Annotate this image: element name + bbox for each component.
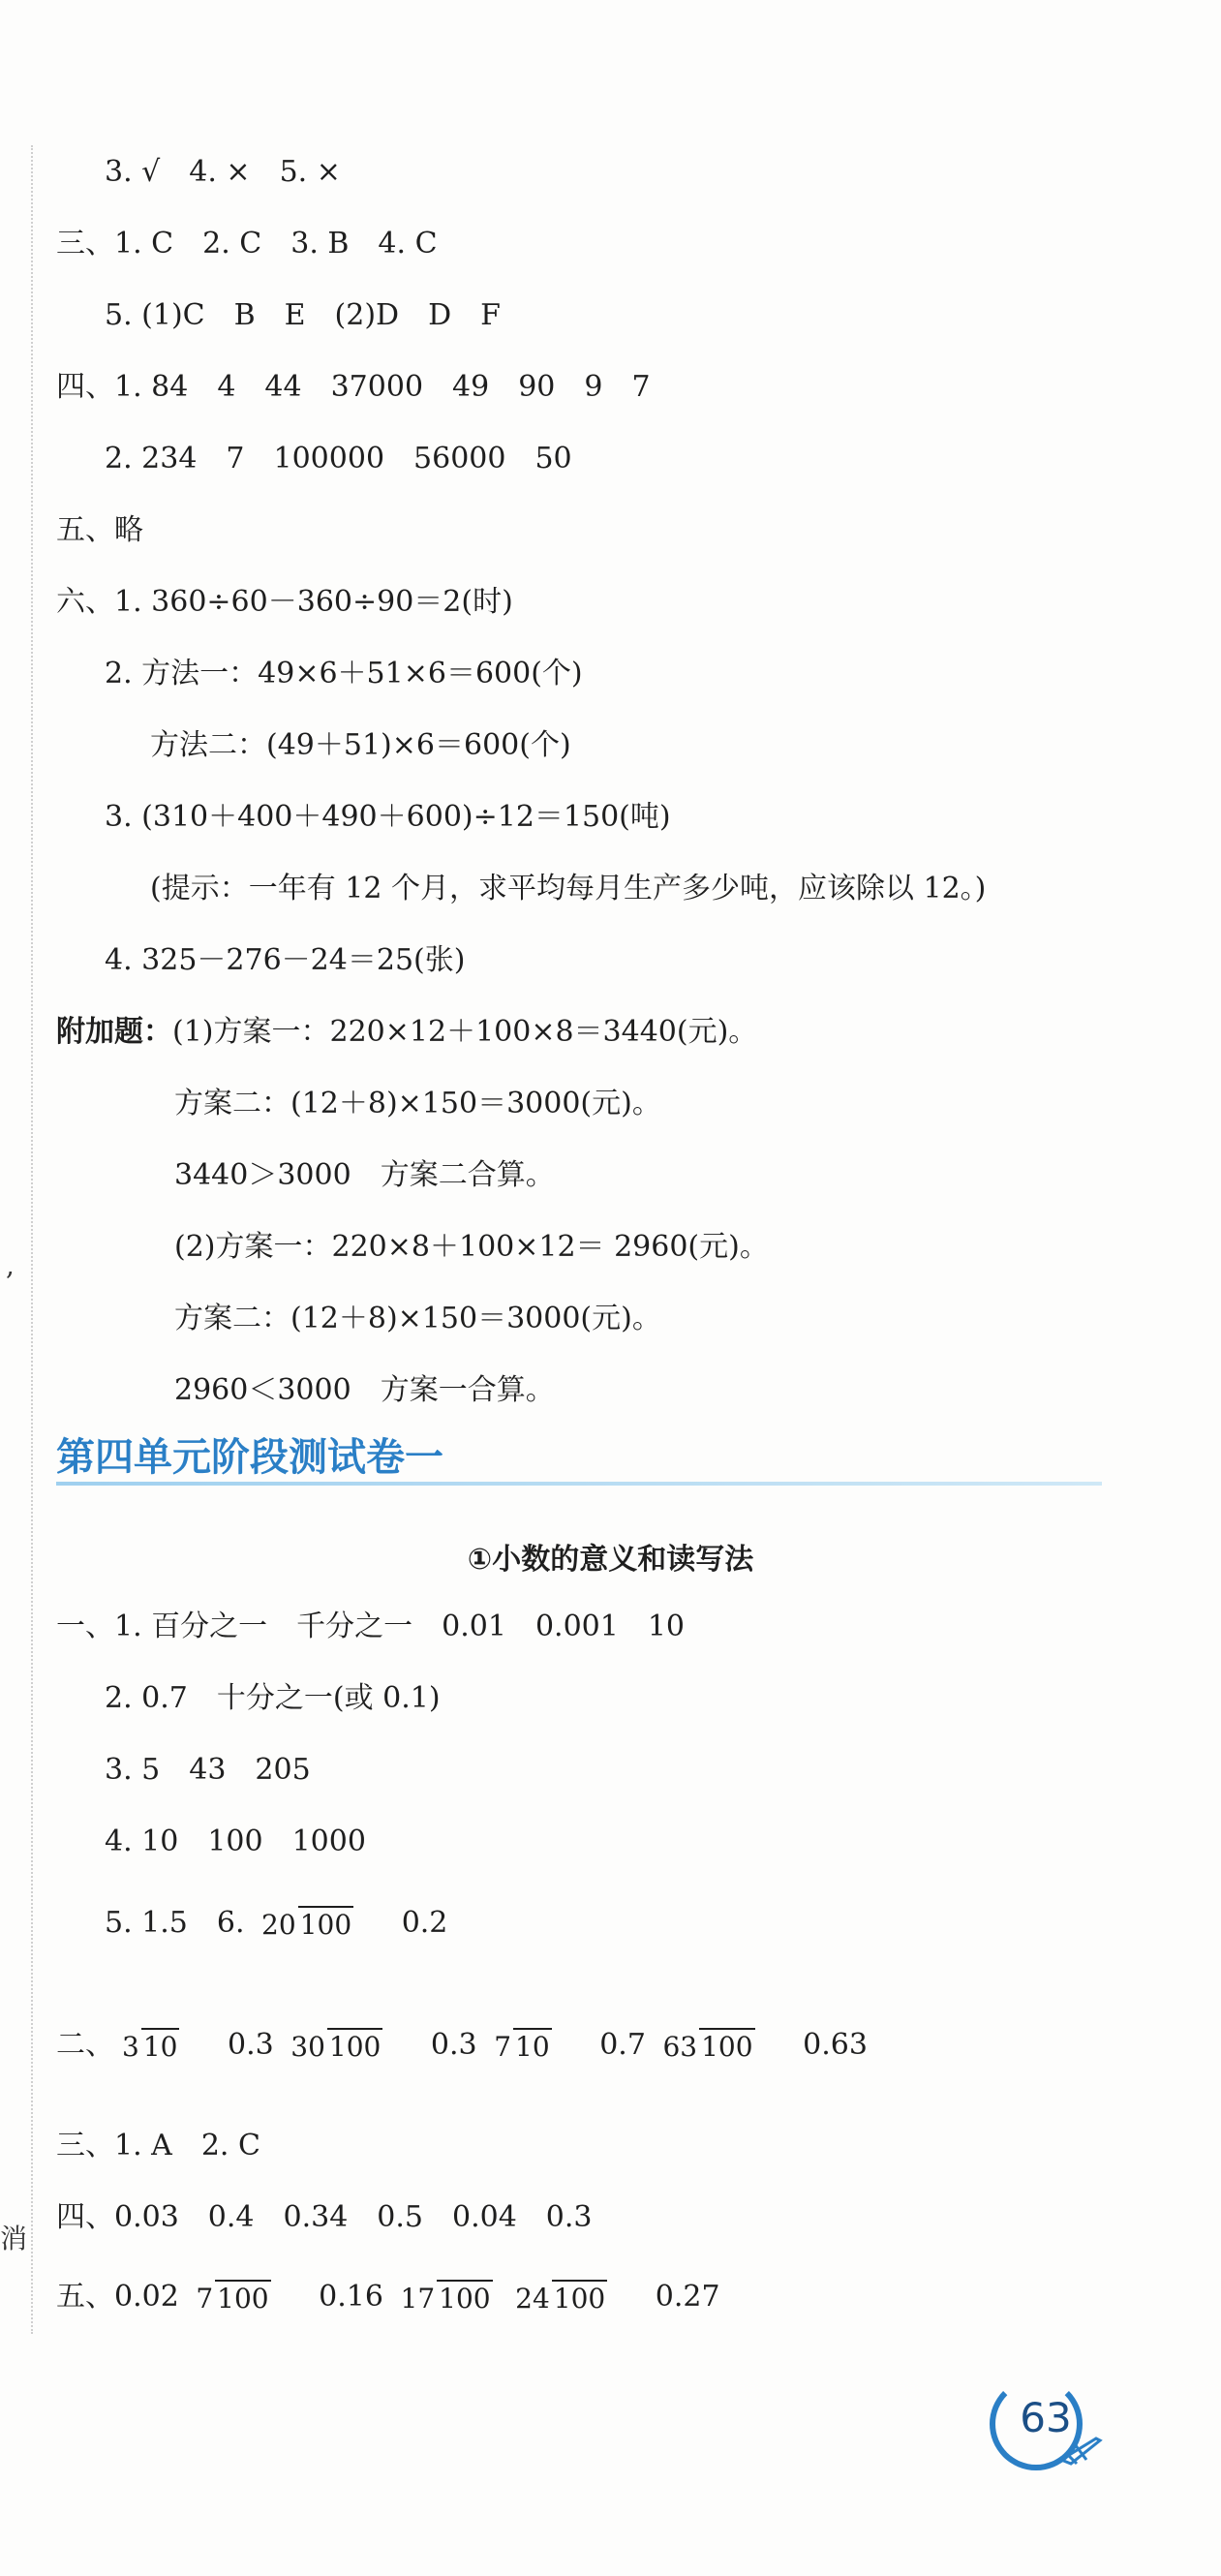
section-subtitle: ①小数的意义和读写法 — [467, 1543, 754, 1577]
answer-text: 0.63 — [803, 2028, 868, 2062]
answer-line: 三、1. C 2. C 3. B 4. C — [56, 227, 438, 261]
answer-line-fraction — [105, 1904, 447, 1943]
answer-line-fractions — [56, 2278, 720, 2316]
answer-line: 方法二：(49＋51)×6＝600(个) — [150, 728, 571, 762]
answer-line: 3440＞3000 方案二合算。 — [174, 1158, 555, 1192]
answer-line: 三、1. A 2. C — [56, 2129, 260, 2162]
answer-line: 方案二：(12＋8)×150＝3000(元)。 — [174, 1087, 661, 1120]
answer-text: 0.3 — [228, 2028, 274, 2062]
denominator: 100 — [298, 1906, 353, 1939]
answer-line: 方案二：(12＋8)×150＝3000(元)。 — [174, 1302, 661, 1335]
denominator: 100 — [327, 2028, 382, 2061]
numerator: 17 — [400, 2283, 436, 2315]
fraction — [289, 2028, 382, 2065]
numerator: 63 — [662, 2031, 698, 2063]
denominator: 10 — [513, 2028, 552, 2061]
answer-text: 0.7 — [599, 2028, 646, 2062]
fraction — [492, 2028, 551, 2065]
answer-line: 四、0.03 0.4 0.34 0.5 0.04 0.3 — [56, 2200, 593, 2234]
numerator: 7 — [196, 2283, 214, 2315]
fraction — [259, 1906, 353, 1943]
answer-line: 六、1. 360÷60－360÷90＝2(时) — [56, 585, 513, 619]
bonus-line — [56, 1013, 757, 1052]
page-number: 63 — [1020, 2394, 1072, 2441]
section-label: 五、0.02 — [56, 2280, 179, 2314]
answer-line: 五、略 — [56, 513, 143, 547]
answer-line: 4. 325－276－24＝25(张) — [105, 943, 466, 977]
hint-line: (提示：一年有 12 个月，求平均每月生产多少吨，应该除以 12。) — [150, 872, 987, 905]
answer-text: 0.2 — [401, 1906, 448, 1940]
numerator: 30 — [290, 2031, 325, 2063]
answer-line: 3. 5 43 205 — [105, 1753, 311, 1787]
answer-line-fractions — [56, 2026, 868, 2065]
answer-text: 0.3 — [430, 2028, 477, 2062]
answer-line: 2. 234 7 100000 56000 50 — [105, 442, 572, 475]
answer-line: 5. (1)C B E (2)D D F — [105, 298, 501, 332]
fraction — [120, 2028, 179, 2065]
margin-mark: 消 — [0, 2223, 28, 2254]
denominator: 100 — [437, 2280, 492, 2313]
fraction — [660, 2028, 754, 2065]
answer-line: 2. 方法一：49×6＋51×6＝600(个) — [105, 657, 583, 690]
answer-text: 0.27 — [655, 2280, 720, 2314]
answer-text: 5. 1.5 6. — [105, 1906, 245, 1940]
answer-line: 2960＜3000 方案一合算。 — [174, 1373, 555, 1407]
numerator: 3 — [122, 2031, 139, 2063]
numerator: 24 — [515, 2283, 550, 2315]
answer-line: 3. √ 4. × 5. × — [105, 155, 341, 189]
bonus-label: 附加题： — [56, 1015, 172, 1049]
title-underline — [56, 1482, 1102, 1486]
airplane-icon — [1057, 2431, 1104, 2469]
answer-text: 0.16 — [319, 2280, 383, 2314]
denominator: 100 — [215, 2280, 270, 2313]
answer-line: 一、1. 百分之一 千分之一 0.01 0.001 10 — [56, 1610, 686, 1643]
answer-line: 四、1. 84 4 44 37000 49 90 9 7 — [56, 370, 651, 404]
fraction — [194, 2280, 270, 2316]
denominator: 100 — [699, 2028, 754, 2061]
fraction — [399, 2280, 493, 2316]
numerator: 7 — [494, 2031, 512, 2063]
binding-margin-line — [31, 145, 33, 2334]
unit-title: 第四单元阶段测试卷一 — [56, 1435, 443, 1480]
answer-line: 3. (310＋400＋490＋600)÷12＝150(吨) — [105, 800, 671, 834]
answer-line: (2)方案一：220×8＋100×12＝ 2960(元)。 — [174, 1230, 769, 1264]
answer-line: 4. 10 100 1000 — [105, 1825, 366, 1858]
section-label: 二、 — [56, 2028, 114, 2062]
fraction — [513, 2280, 607, 2316]
answer-line: 2. 0.7 十分之一(或 0.1) — [105, 1681, 441, 1715]
numerator: 20 — [261, 1909, 296, 1941]
denominator: 100 — [552, 2280, 607, 2313]
denominator: 10 — [141, 2028, 180, 2061]
margin-mark: , — [6, 1249, 15, 1281]
bonus-answer: (1)方案一：220×12＋100×8＝3440(元)。 — [172, 1015, 758, 1049]
